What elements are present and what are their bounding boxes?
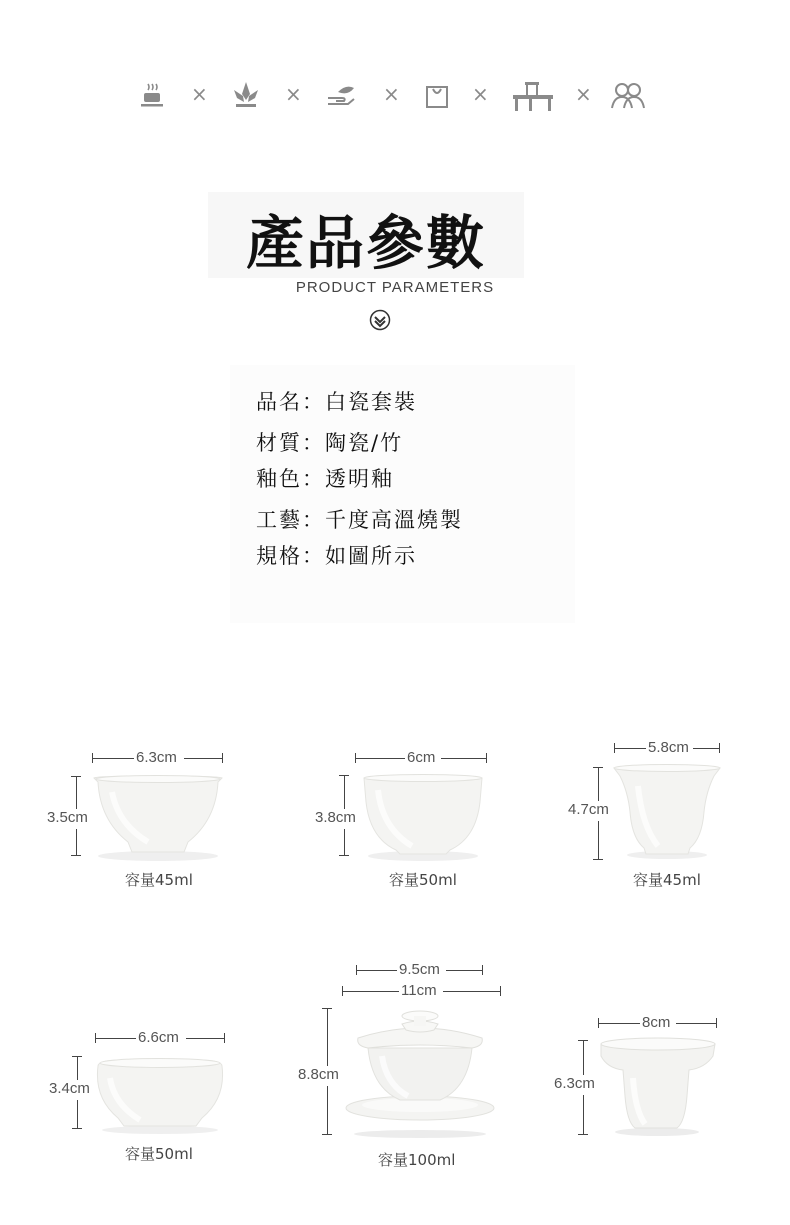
separator: × (575, 82, 592, 106)
dim-line (598, 767, 599, 801)
lotus-icon (230, 80, 262, 110)
spec-label: 工藝 (256, 508, 302, 532)
dim-line (76, 776, 77, 809)
height-label: 3.5cm (47, 809, 88, 826)
dim-line (598, 821, 599, 859)
dim-tick (719, 743, 720, 753)
dim-tick (71, 855, 81, 856)
tea-cup-image (610, 762, 724, 862)
dim-line (327, 1008, 328, 1066)
capacity-label: 容量100ml (378, 1151, 456, 1169)
dim-line (344, 829, 345, 855)
spec-label: 規格 (256, 544, 302, 568)
dim-line (184, 758, 222, 759)
capacity-label: 容量45ml (125, 871, 193, 889)
spec-value: 如圖所示 (325, 544, 417, 568)
dim-line (355, 758, 405, 759)
capacity-label: 容量50ml (125, 1145, 193, 1163)
spec-value: 白瓷套裝 (325, 390, 417, 414)
dim-tick (578, 1134, 588, 1135)
dim-tick (222, 753, 223, 763)
capacity-label: 容量45ml (633, 871, 701, 889)
height-label: 3.4cm (49, 1080, 90, 1097)
dim-line (676, 1023, 716, 1024)
height-label: 8.8cm (298, 1066, 339, 1083)
separator: × (285, 82, 302, 106)
spec-label: 材質 (256, 431, 302, 455)
chevron-down-icon (369, 309, 391, 331)
dim-line (443, 991, 500, 992)
tea-cup-icon (138, 82, 166, 110)
dim-line (77, 1100, 78, 1128)
tea-cup-image (88, 772, 228, 864)
tea-cup-image (358, 772, 488, 864)
bag-icon (425, 81, 449, 109)
dim-line (77, 1056, 78, 1080)
spec-row (256, 427, 403, 457)
gaiwan-image (342, 1008, 498, 1140)
spec-row (256, 540, 417, 570)
dim-line (95, 1038, 136, 1039)
spec-value: 千度高溫燒製 (325, 508, 463, 532)
dim-line (92, 758, 134, 759)
height-label: 6.3cm (554, 1075, 595, 1092)
spec-sep: ： (302, 431, 325, 455)
width-label: 9.5cm (399, 961, 440, 978)
page-title: 產品參數 (245, 209, 486, 277)
width-label: 5.8cm (648, 739, 689, 756)
dim-tick (593, 859, 603, 860)
spec-label: 品名 (256, 390, 302, 414)
spec-value: 陶瓷/竹 (325, 431, 404, 455)
dim-line (583, 1095, 584, 1134)
spec-row (256, 386, 417, 416)
dim-tick (339, 855, 349, 856)
dim-line (598, 1023, 640, 1024)
width-label: 6.6cm (138, 1029, 179, 1046)
dim-line (344, 775, 345, 809)
dim-tick (500, 986, 501, 996)
spec-row (256, 463, 394, 493)
people-icon (610, 81, 646, 109)
dim-line (342, 991, 399, 992)
width-label: 6.3cm (136, 749, 177, 766)
header-icon-strip (0, 78, 790, 114)
spec-label: 釉色 (256, 467, 302, 491)
width-label: 6cm (407, 749, 436, 766)
dim-line (327, 1086, 328, 1134)
spec-sep: ： (302, 390, 325, 414)
height-label: 3.8cm (315, 809, 356, 826)
dim-line (76, 829, 77, 855)
hand-leaf-icon (326, 84, 356, 108)
height-label: 4.7cm (568, 801, 609, 818)
page-subtitle: PRODUCT PARAMETERS (295, 279, 495, 296)
tea-strainer-image (597, 1034, 721, 1138)
dim-line (356, 970, 397, 971)
dim-line (583, 1040, 584, 1075)
spec-row (256, 504, 463, 534)
dim-tick (224, 1033, 225, 1043)
dim-line (446, 970, 482, 971)
separator: × (191, 82, 208, 106)
spec-sep: ： (302, 467, 325, 491)
table-icon (511, 80, 555, 112)
separator: × (472, 82, 489, 106)
width-label: 11cm (401, 982, 437, 999)
dim-line (614, 748, 646, 749)
dim-tick (716, 1018, 717, 1028)
capacity-label: 容量50ml (389, 871, 457, 889)
dim-line (693, 748, 719, 749)
dim-tick (486, 753, 487, 763)
dim-tick (72, 1128, 82, 1129)
dim-line (186, 1038, 224, 1039)
width-label: 8cm (642, 1014, 671, 1031)
dim-tick (322, 1134, 332, 1135)
separator: × (383, 82, 400, 106)
tea-cup-image (92, 1054, 228, 1136)
spec-sep: ： (302, 508, 325, 532)
spec-sep: ： (302, 544, 325, 568)
dim-tick (482, 965, 483, 975)
dim-line (441, 758, 486, 759)
spec-value: 透明釉 (325, 467, 394, 491)
